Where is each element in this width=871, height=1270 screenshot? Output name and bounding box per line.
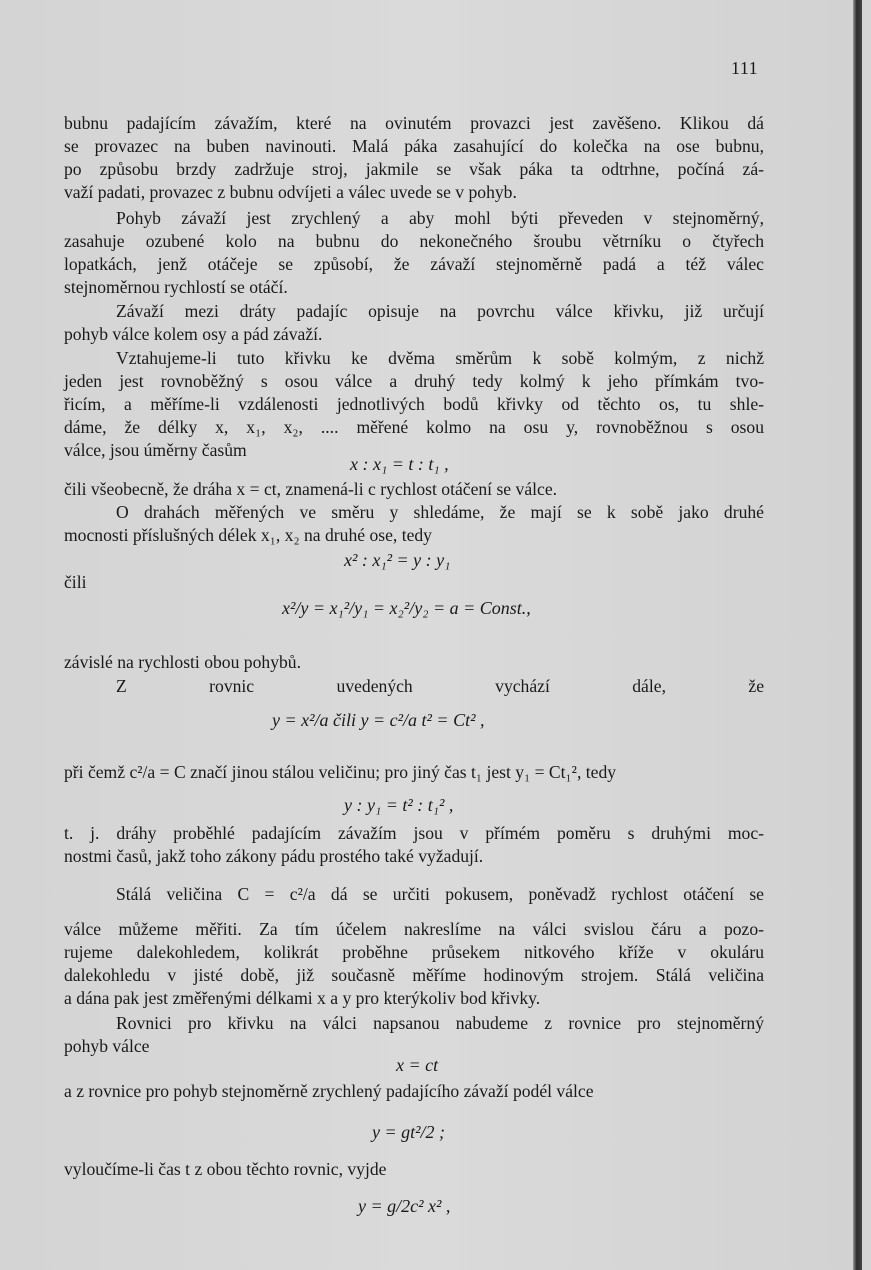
paragraph-start: Stálá veličina C = c²/a dá se určiti pokusem, poněvadž rychlost otáčení se [116,884,764,904]
text-line: pohyb válce [64,1036,150,1056]
equation-y-gx2: y = g/2c² x² , [358,1196,451,1216]
paragraph-start: O drahách měřených ve směru y shledáme, že mají se k sobě jako druhé [116,502,764,522]
text-line: jeden jest rovnoběžný s osou válce a druhý tedy kolmý k jeho přímkám tvo- [64,371,764,391]
paragraph-start: Pohyb závaží jest zrychlený a aby mohl býti převeden v stejnoměrný, [116,208,764,228]
equation-const-a: x²/y = x₁²/y₁ = x₂²/y₂ = a = Const., [282,598,531,618]
text-line: zasahuje ozubené kolo na bubnu do nekonečného šroubu větrníku o čtyřech [64,231,764,251]
page-edge-shadow [853,0,862,1270]
equation-ratio-squares: x² : x₁² = y : y₁ [344,550,451,570]
text-line: řicím, a měříme-li vzdálenosti jednotlivých bodů křivky od těchto os, tu shle- [64,394,764,414]
text-line: dáme, že délky x, x₁, x₂, .... měřené kolmo na osu y, rovnoběžnou s osou [64,417,764,437]
paragraph-start: Z rovnic uvedených vychází dále, že [116,676,764,696]
text-line: lopatkách, jenž otáčeje se způsobí, že závaží stejnoměrně padá a též válec [64,254,764,274]
text-line: čili [64,572,87,592]
text-line: važí padati, provazec z bubnu odvíjeti a válec uvede se v pohyb. [64,182,517,202]
text-line: čili všeobecně, že dráha x = ct, znamená-li c rychlost otáčení se válce. [64,479,558,499]
equation-y-gt2: y = gt²/2 ; [372,1122,446,1142]
text-line: při čemž c²/a = C značí jinou stálou veličinu; pro jiný čas t₁ jest y₁ = Ct₁², tedy [64,762,617,782]
page-number: 111 [731,58,759,78]
paragraph-start: Vztahujeme-li tuto křivku ke dvěma směrům k sobě kolmým, z nichž [116,348,764,368]
text-line: nostmi časů, jakž toho zákony pádu prostého také vyžadují. [64,846,484,866]
equation-y-ratio-t: y : y₁ = t² : t₁² , [344,795,454,815]
text-line: a z rovnice pro pohyb stejnoměrně zrychlený padajícího závaží podél válce [64,1081,594,1101]
text-line: t. j. dráhy proběhlé padajícím závažím jsou v přímém poměru s druhými moc- [64,823,764,843]
text-line: se provazec na buben navinouti. Malá páka zasahující do kolečka na ose bubnu, [64,136,764,156]
text-line: bubnu padajícím závažím, které na ovinutém provazci jest zavěšeno. Klikou dá [64,113,764,133]
equation-x-ct: x = ct [396,1055,439,1075]
text-line: pohyb válce kolem osy a pád závaží. [64,324,323,344]
paragraph-start: Rovnici pro křivku na válci napsanou nabudeme z rovnice pro stejnoměrný [116,1013,764,1033]
text-line: válce můžeme měřiti. Za tím účelem nakreslíme na válci svislou čáru a pozo- [64,919,764,939]
text-line: mocnosti příslušných délek x₁, x₂ na druhé ose, tedy [64,525,432,545]
equation-ratio-x-t: x : x₁ = t : t₁ , [350,454,449,474]
text-line: závislé na rychlosti obou pohybů. [64,652,301,672]
equation-y-ct2: y = x²/a čili y = c²/a t² = Ct² , [272,710,485,730]
text-line: stejnoměrnou rychlostí se otáčí. [64,277,288,297]
text-line: rujeme dalekohledem, kolikrát proběhne průsekem nitkového kříže v okuláru [64,942,764,962]
paragraph-start: Závaží mezi dráty padajíc opisuje na povrchu válce křivku, již určují [116,301,764,321]
text-line: po způsobu brzdy zadržuje stroj, jakmile se však páka ta odtrhne, počíná zá- [64,159,764,179]
text-line: a dána pak jest změřenými délkami x a y pro kterýkoliv bod křivky. [64,988,541,1008]
text-line: dalekohledu v jisté době, již současně měříme hodinovým strojem. Stálá veličina [64,965,764,985]
text-line: válce, jsou úměrny časům [64,440,247,460]
text-line: vyloučíme-li čas t z obou těchto rovnic, vyjde [64,1159,387,1179]
